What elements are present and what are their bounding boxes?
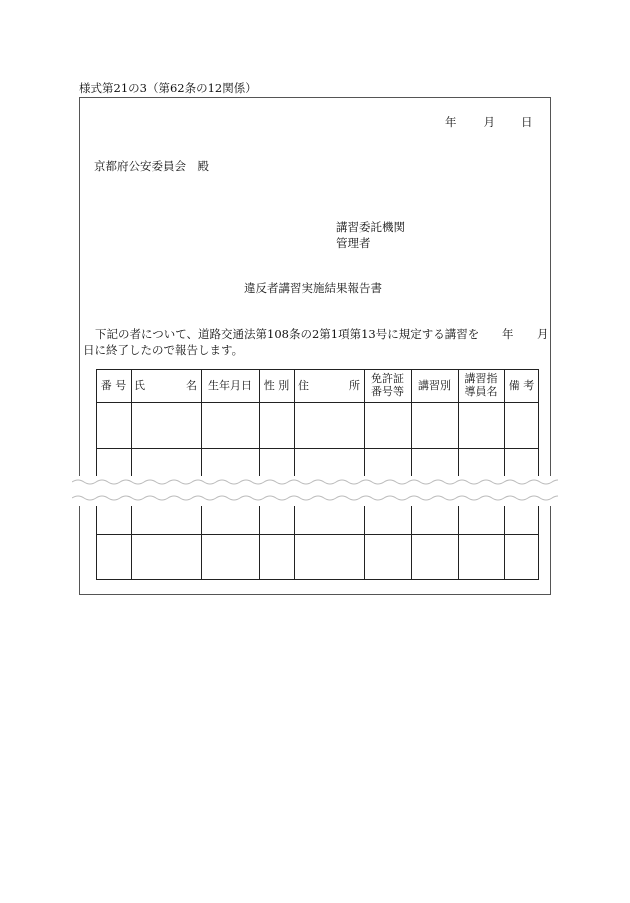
body-month-label: 月 bbox=[537, 327, 549, 341]
body-text-main: 下記の者について、道路交通法第108条の2第1項第13号に規定する講習を bbox=[95, 327, 480, 341]
header-instructor-line1: 講習指 bbox=[464, 372, 498, 385]
date-day-label: 日 bbox=[521, 115, 533, 129]
document-title: 違反者講習実施結果報告書 bbox=[244, 281, 382, 295]
wavy-break-lines bbox=[72, 476, 558, 506]
recipient-address: 京都府公安委員会 殿 bbox=[94, 159, 209, 173]
header-name-right: 名 bbox=[186, 379, 197, 392]
trainee-table bbox=[96, 369, 539, 580]
header-number: 番 号 bbox=[100, 379, 127, 392]
header-license-line1: 免許証 bbox=[371, 372, 404, 385]
sender-administrator: 管理者 bbox=[336, 236, 371, 250]
header-address-right: 所 bbox=[349, 379, 360, 392]
header-course-type: 講習別 bbox=[418, 379, 451, 392]
header-license bbox=[364, 372, 411, 398]
body-year-label: 年 bbox=[502, 327, 514, 341]
header-address-left: 住 bbox=[298, 379, 309, 392]
sender-organization: 講習委託機関 bbox=[336, 220, 405, 234]
header-birthdate: 生年月日 bbox=[208, 379, 252, 392]
date-year-label: 年 bbox=[445, 115, 457, 129]
form-number-label: 様式第21の3（第62条の12関係） bbox=[79, 81, 257, 95]
header-instructor bbox=[458, 372, 504, 398]
body-text-line2: 日に終了したので報告します。 bbox=[83, 343, 244, 357]
table-grid bbox=[96, 369, 539, 580]
omission-break bbox=[72, 476, 558, 506]
date-month-label: 月 bbox=[483, 115, 495, 129]
header-instructor-line2: 導員名 bbox=[464, 385, 498, 398]
header-remarks: 備 考 bbox=[508, 379, 535, 392]
header-name-left: 氏 bbox=[134, 379, 145, 392]
header-license-line2: 番号等 bbox=[371, 385, 404, 398]
header-sex: 性 別 bbox=[263, 379, 290, 392]
report-date bbox=[445, 114, 533, 130]
